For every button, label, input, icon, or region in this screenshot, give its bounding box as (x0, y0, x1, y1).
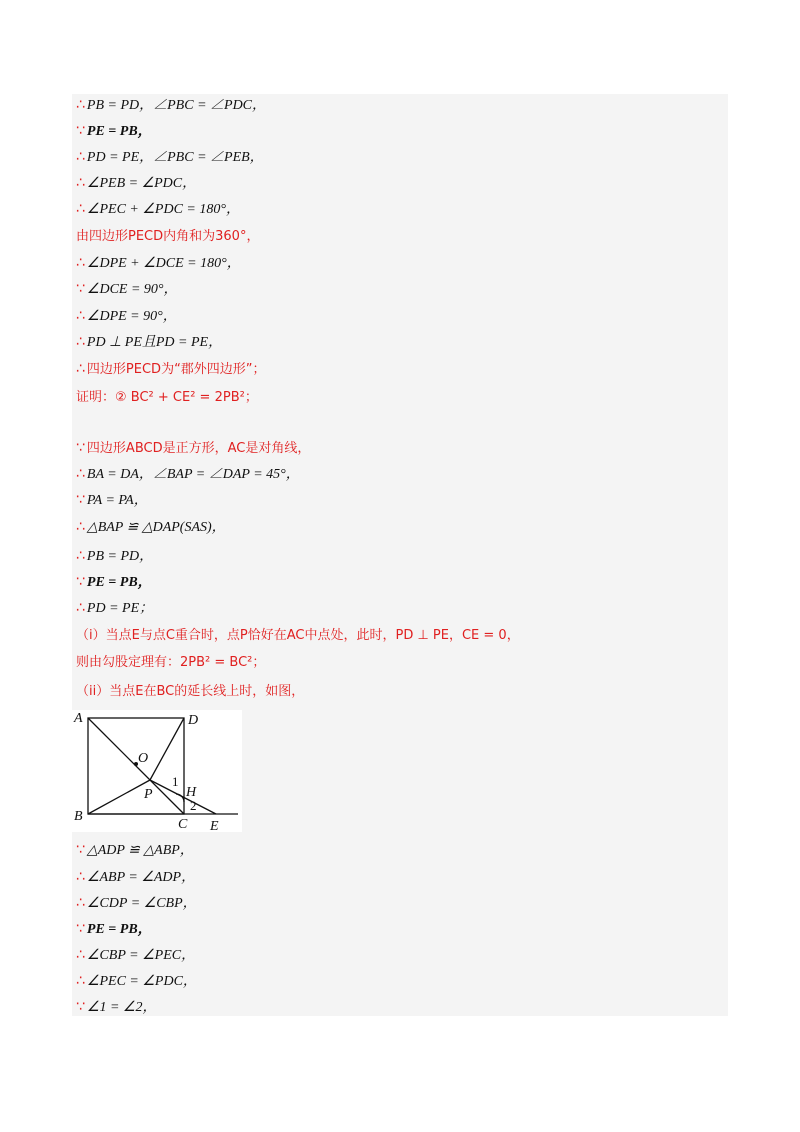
proof-text: ∠DCE = 90°， (86, 282, 178, 297)
because-symbol: ∵ (76, 921, 85, 937)
proof-text: PA = PA， (86, 493, 148, 508)
proof-line (76, 489, 148, 511)
geometry-figure (72, 710, 242, 832)
proof-line (76, 225, 259, 247)
proof-text: △ADP ≌ △ABP， (86, 843, 194, 858)
proof-text: ∠ABP = ∠ADP， (86, 870, 196, 885)
because-symbol: ∵ (76, 123, 85, 139)
proof-text: PB = PD， (86, 549, 154, 564)
proof-line (76, 624, 520, 646)
therefore-symbol: ∴ (76, 361, 85, 377)
proof-line (76, 172, 196, 194)
proof-line (76, 358, 266, 380)
proof-text: ∠PEC = ∠PDC， (86, 974, 197, 989)
proof-text: 四边形PECD为“郡外四边形”； (86, 362, 266, 377)
because-symbol: ∵ (76, 999, 85, 1015)
proof-text: PD = PE； (86, 601, 154, 616)
therefore-symbol: ∴ (76, 97, 85, 113)
label-h: H (186, 785, 197, 800)
therefore-symbol: ∴ (76, 600, 85, 616)
therefore-symbol: ∴ (76, 869, 85, 885)
label-d: D (188, 713, 199, 728)
proof-line (76, 437, 310, 459)
proof-text: PB = PD，∠PBC = ∠PDC， (86, 98, 267, 113)
proof-text: PE = PB， (86, 922, 152, 937)
label-b: B (74, 809, 83, 824)
proof-line (76, 120, 152, 142)
proof-line (76, 331, 222, 353)
proof-text: ∠CBP = ∠PEC， (86, 948, 196, 963)
proof-text: （i）当点E与点C重合时，点P恰好在AC中点处，此时，PD ⊥ PE，CE = 0， (76, 628, 520, 643)
because-symbol: ∵ (76, 492, 85, 508)
therefore-symbol: ∴ (76, 947, 85, 963)
proof-line (76, 597, 153, 619)
label-o: O (138, 751, 149, 766)
proof-text: 则由勾股定理有：2PB² = BC²； (76, 655, 266, 670)
label-p: P (144, 787, 153, 802)
proof-line (76, 651, 265, 673)
proof-text: ∠CDP = ∠CBP， (86, 896, 197, 911)
proof-line (76, 252, 241, 274)
proof-line (76, 892, 197, 914)
proof-text: 四边形ABCD是正方形，AC是对角线， (86, 441, 311, 456)
proof-line (76, 970, 197, 992)
because-symbol: ∵ (76, 440, 85, 456)
proof-text: ∠PEC + ∠PDC = 180°， (86, 202, 240, 217)
therefore-symbol: ∴ (76, 466, 85, 482)
proof-line (76, 545, 153, 567)
because-symbol: ∵ (76, 574, 85, 590)
proof-line (76, 146, 264, 168)
proof-line (76, 278, 178, 300)
proof-line (76, 386, 258, 408)
therefore-symbol: ∴ (76, 334, 85, 350)
proof-line (76, 516, 226, 538)
proof-line (76, 866, 195, 888)
proof-text: ∠DPE + ∠DCE = 180°， (86, 256, 241, 271)
proof-line (76, 839, 194, 861)
proof-text: PE = PB， (86, 575, 152, 590)
because-symbol: ∵ (76, 842, 85, 858)
proof-text: PE = PB， (86, 124, 152, 139)
label-1: 1 (172, 774, 179, 789)
label-a: A (74, 711, 83, 726)
proof-line (76, 680, 304, 702)
because-symbol: ∵ (76, 281, 85, 297)
therefore-symbol: ∴ (76, 175, 85, 191)
proof-text: （ii）当点E在BC的延长线上时，如图， (76, 684, 305, 699)
proof-text: ∠DPE = 90°， (86, 309, 177, 324)
label-c: C (178, 817, 188, 832)
proof-line (76, 571, 152, 593)
label-2: 2 (190, 798, 197, 813)
proof-line (76, 94, 266, 116)
proof-text: 证明：② BC² + CE² = 2PB²； (76, 390, 258, 405)
proof-line (76, 996, 156, 1018)
proof-text: PD ⊥ PE且PD = PE， (86, 335, 223, 350)
proof-text: ∠PEB = ∠PDC， (86, 176, 197, 191)
proof-text: △BAP ≌ △DAP(SAS)， (86, 520, 226, 535)
therefore-symbol: ∴ (76, 149, 85, 165)
therefore-symbol: ∴ (76, 548, 85, 564)
therefore-symbol: ∴ (76, 973, 85, 989)
proof-line (76, 305, 177, 327)
proof-line (76, 463, 300, 485)
therefore-symbol: ∴ (76, 519, 85, 535)
proof-text: PD = PE，∠PBC = ∠PEB， (86, 150, 264, 165)
label-e: E (210, 819, 219, 832)
therefore-symbol: ∴ (76, 308, 85, 324)
proof-line (76, 198, 240, 220)
proof-text: BA = DA，∠BAP = ∠DAP = 45°， (86, 467, 300, 482)
proof-text: ∠1 = ∠2， (86, 1000, 157, 1015)
therefore-symbol: ∴ (76, 201, 85, 217)
therefore-symbol: ∴ (76, 895, 85, 911)
proof-line (76, 918, 152, 940)
proof-line (76, 944, 195, 966)
therefore-symbol: ∴ (76, 255, 85, 271)
proof-text: 由四边形PECD内角和为360°， (76, 229, 260, 244)
